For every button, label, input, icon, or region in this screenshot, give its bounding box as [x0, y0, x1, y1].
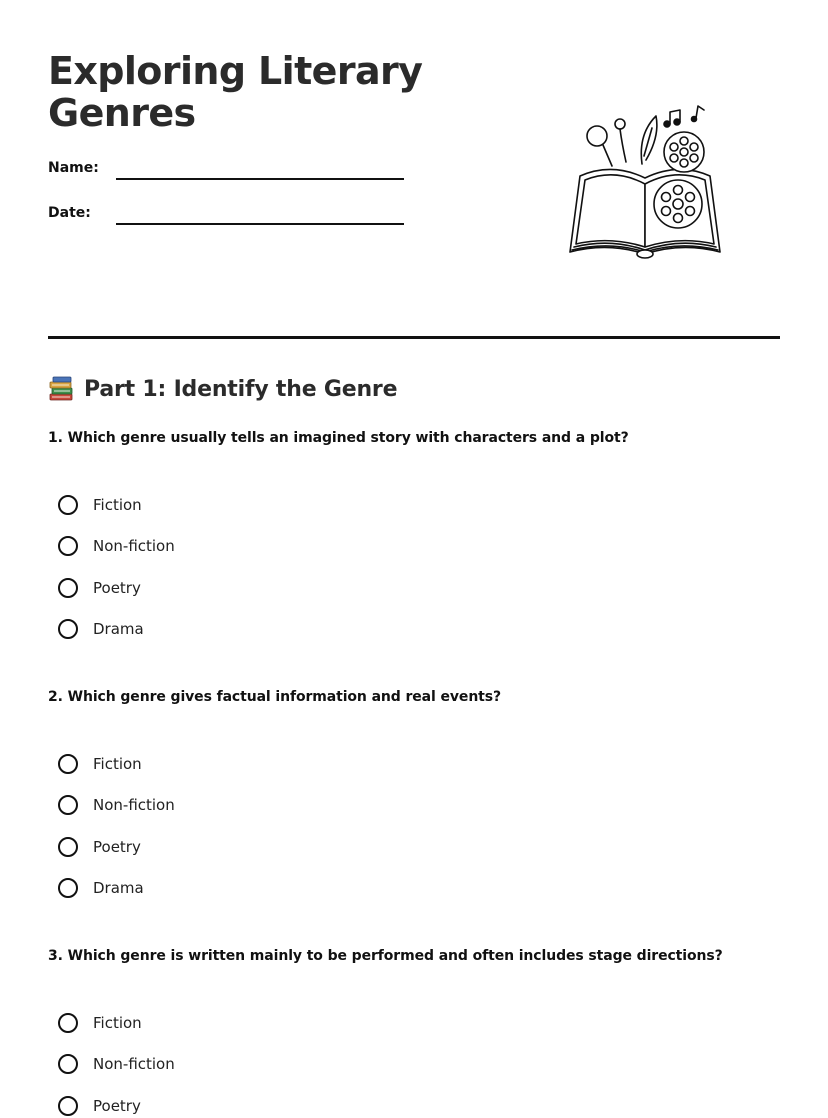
date-field[interactable]: [48, 205, 408, 229]
books-icon: [48, 376, 74, 402]
part1-heading-text: Part 1: Identify the Genre: [84, 376, 398, 402]
question-1: [48, 429, 788, 639]
radio-circle-icon[interactable]: [58, 536, 78, 556]
option-label: Non-fiction: [93, 796, 175, 815]
option-poetry[interactable]: [58, 826, 175, 868]
option-fiction[interactable]: [58, 743, 175, 785]
radio-circle-icon[interactable]: [58, 795, 78, 815]
option-label: Fiction: [93, 495, 142, 514]
option-label: Poetry: [93, 578, 141, 597]
page-title: Exploring Literary Genres: [48, 49, 423, 135]
section-divider: [48, 336, 780, 339]
open-book-illustration-icon: [560, 104, 730, 264]
question-3: [48, 947, 788, 1115]
question-3-options: [58, 1002, 175, 1118]
radio-circle-icon[interactable]: [58, 754, 78, 774]
question-1-options: [58, 484, 175, 650]
option-label: Poetry: [93, 1096, 141, 1115]
option-label: Drama: [93, 879, 144, 898]
option-poetry[interactable]: [58, 567, 175, 609]
radio-circle-icon[interactable]: [58, 1013, 78, 1033]
option-label: Drama: [93, 620, 144, 639]
radio-circle-icon[interactable]: [58, 837, 78, 857]
option-non-fiction[interactable]: [58, 526, 175, 568]
option-label: Poetry: [93, 837, 141, 856]
option-label: Fiction: [93, 754, 142, 773]
date-label: Date:: [48, 205, 91, 221]
option-label: Non-fiction: [93, 537, 175, 556]
radio-circle-icon[interactable]: [58, 578, 78, 598]
option-fiction[interactable]: [58, 1002, 175, 1044]
option-drama[interactable]: [58, 609, 175, 651]
option-label: Non-fiction: [93, 1055, 175, 1074]
option-label: Fiction: [93, 1013, 142, 1032]
question-2-text: 2. Which genre gives factual information and real events?: [48, 689, 502, 705]
radio-circle-icon[interactable]: [58, 878, 78, 898]
name-line[interactable]: [116, 178, 404, 180]
radio-circle-icon[interactable]: [58, 619, 78, 639]
question-2-options: [58, 743, 175, 909]
option-non-fiction[interactable]: [58, 785, 175, 827]
radio-circle-icon[interactable]: [58, 495, 78, 515]
option-drama[interactable]: [58, 868, 175, 910]
part1-heading: [48, 374, 397, 404]
question-2: [48, 688, 788, 898]
radio-circle-icon[interactable]: [58, 1054, 78, 1074]
option-non-fiction[interactable]: [58, 1044, 175, 1086]
question-3-text: 3. Which genre is written mainly to be performed and often includes stage directions?: [48, 948, 723, 964]
question-1-text: 1. Which genre usually tells an imagined story with characters and a plot?: [48, 430, 629, 446]
name-label: Name:: [48, 160, 99, 176]
radio-circle-icon[interactable]: [58, 1096, 78, 1116]
date-line[interactable]: [116, 223, 404, 225]
name-field[interactable]: [48, 160, 408, 184]
option-fiction[interactable]: [58, 484, 175, 526]
option-poetry[interactable]: [58, 1085, 175, 1118]
